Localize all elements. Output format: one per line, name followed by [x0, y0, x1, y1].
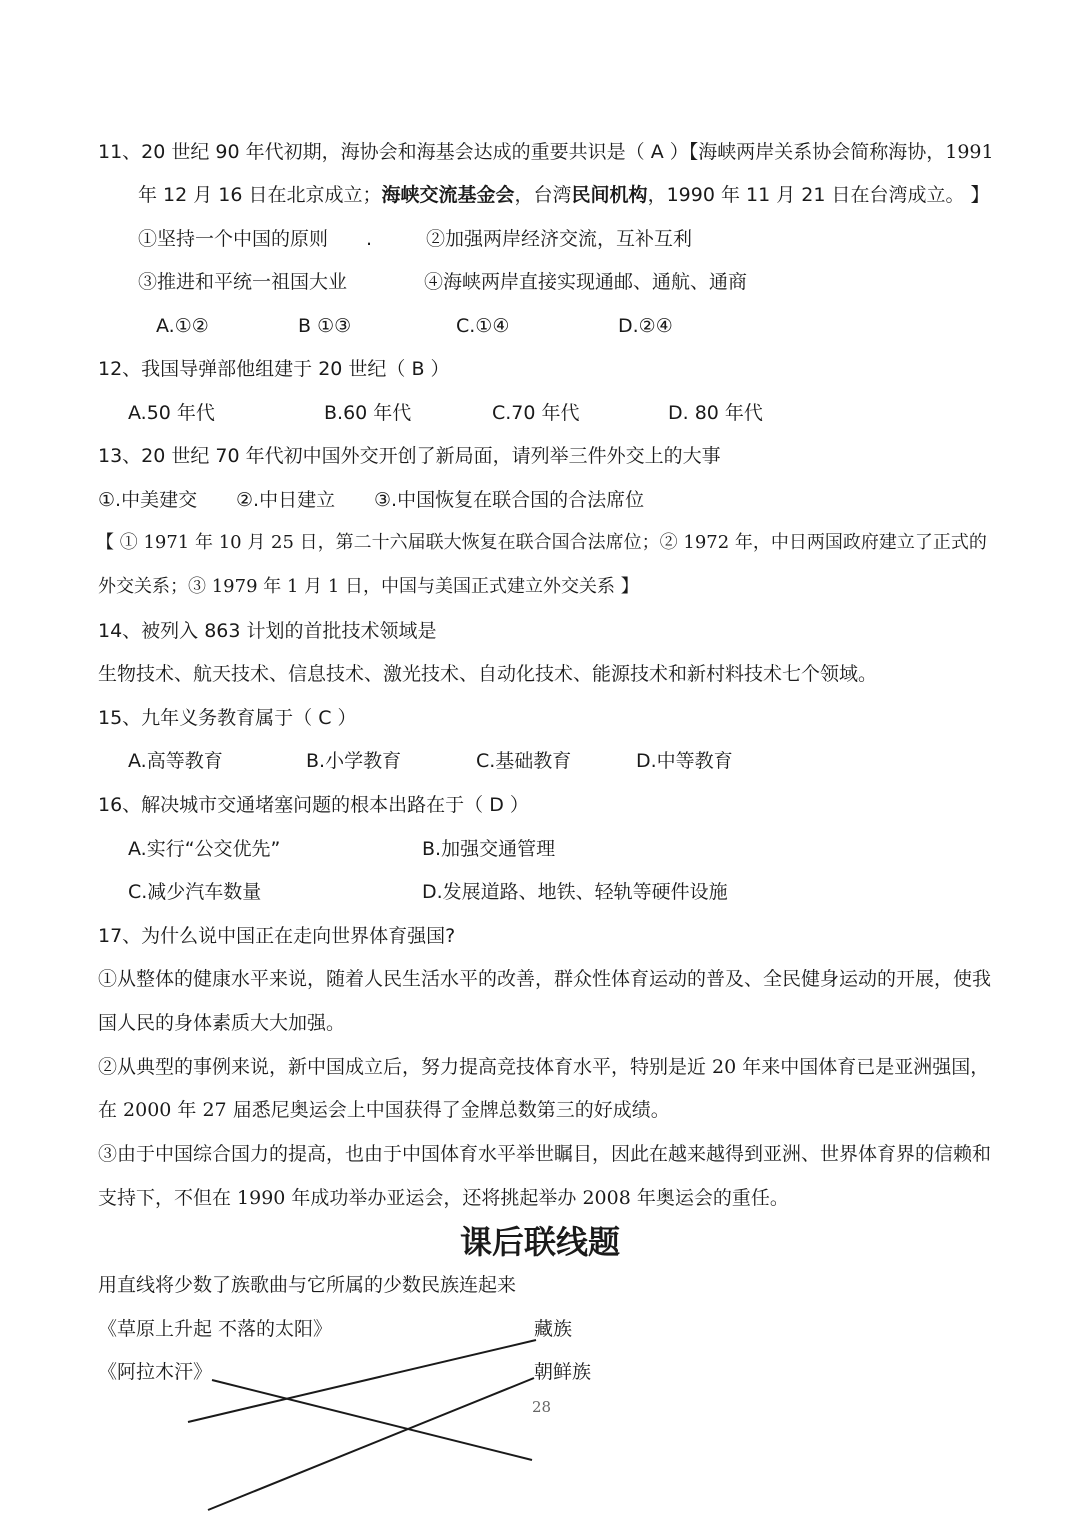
connector-line-3	[208, 1378, 534, 1510]
q11-note-civil: 民间机构	[571, 184, 648, 206]
q13-note-line1: 【 ① 1971 年 10 月 25 日，第二十六届联大恢复在联合国合法席位；② 1972 年，中日两国政府建立了正式的	[96, 532, 987, 553]
q11-answer-a: A.①②	[156, 315, 209, 337]
q11-note-start: 【海峡两岸关系协会简称海协，1991	[688, 141, 994, 163]
matching-song-1: 《草原上升起 不落的太阳》	[98, 1318, 333, 1340]
q13-note-line2: 外交关系；③ 1979 年 1 月 1 日，中国与美国正式建立外交关系 】	[98, 576, 639, 597]
q17-point1-line2: 国人民的身体素质大大加强。	[98, 1012, 346, 1034]
q11-note-taiwan: ，台湾	[514, 184, 572, 206]
q17-point2-line2: 在 2000 年 27 届悉尼奥运会上中国获得了金牌总数第三的好成绩。	[98, 1099, 670, 1121]
q12-answer-b: B.60 年代	[324, 402, 412, 424]
q15-answer-b: B.小学教育	[306, 750, 402, 772]
q14-answer: 生物技术、航天技术、信息技术、激光技术、自动化技术、能源技术和新村料技术七个领域。	[98, 663, 878, 685]
q11-stem: 11、20 世纪 90 年代初期，海协会和海基会达成的重要共识是（ A ）	[98, 141, 689, 163]
q17-point3-line2: 支持下，不但在 1990 年成功举办亚运会，还将挑起举办 2008 年奥运会的重任。	[98, 1187, 789, 1209]
matching-song-2: 《阿拉木汗》	[98, 1361, 213, 1383]
q13-answer-1: ①.中美建交	[98, 489, 198, 511]
q15-answer-c: C.基础教育	[476, 750, 572, 772]
q11-note-date: 年 12 月 16 日在北京成立；	[138, 184, 382, 206]
q17-point1-line1: ①从整体的健康水平来说，随着人民生活水平的改善，群众性体育运动的普及、全民健身运动的开展，使我	[98, 968, 992, 990]
matching-instruction: 用直线将少数了族歌曲与它所属的少数民族连起来	[98, 1274, 517, 1296]
connector-line-1	[188, 1340, 536, 1422]
q12-answer-d: D. 80 年代	[668, 402, 763, 424]
q12-stem: 12、我国导弹部他组建于 20 世纪（ B ）	[98, 358, 450, 380]
q12-answer-a: A.50 年代	[128, 402, 215, 424]
connector-line-2	[212, 1380, 532, 1460]
q13-answer-2: ②.中日建立	[236, 489, 336, 511]
q12-answer-c: C.70 年代	[492, 402, 580, 424]
q13-stem: 13、20 世纪 70 年代初中国外交开创了新局面，请列举三件外交上的大事	[98, 445, 721, 467]
q16-answer-c: C.减少汽车数量	[128, 881, 262, 903]
q17-point2-line1: ②从典型的事例来说，新中国成立后，努力提高竞技体育水平，特别是近 20 年来中国体育已是亚洲强国，	[98, 1056, 990, 1078]
q17-point3-line1: ③由于中国综合国力的提高，也由于中国体育水平举世瞩目，因此在越来越得到亚洲、世界体育界的信赖和	[98, 1143, 992, 1165]
q14-stem: 14、被列入 863 计划的首批技术领域是	[98, 620, 437, 642]
q11-answer-d: D.②④	[618, 315, 673, 337]
q15-answer-a: A.高等教育	[128, 750, 223, 772]
q16-stem: 16、解决城市交通堵塞问题的根本出路在于（ D ）	[98, 794, 529, 816]
q16-answer-a: A.实行“公交优先”	[128, 838, 281, 860]
page-number: 28	[532, 1398, 552, 1416]
q11-option-1: ①坚持一个中国的原则	[138, 228, 329, 250]
q13-answer-3: ③.中国恢复在联合国的合法席位	[374, 489, 645, 511]
q11-stray-dot: .	[366, 228, 373, 250]
q11-option-2: ②加强两岸经济交流，互补互利	[426, 228, 693, 250]
q15-stem: 15、九年义务教育属于（ C ）	[98, 707, 357, 729]
q11-answer-b: B ①③	[298, 315, 352, 337]
matching-ethnic-2: 朝鲜族	[534, 1361, 592, 1383]
q16-answer-d: D.发展道路、地铁、轻轨等硬件设施	[422, 881, 728, 903]
matching-ethnic-1: 藏族	[534, 1318, 573, 1340]
q17-stem: 17、为什么说中国正在走向世界体育强国?	[98, 925, 456, 947]
q11-note-sef: 海峡交流基金会	[381, 184, 515, 206]
q11-answer-c: C.①④	[456, 315, 510, 337]
q16-answer-b: B.加强交通管理	[422, 838, 556, 860]
matching-title: 课后联线题	[459, 1223, 620, 1261]
q11-option-4: ④海峡两岸直接实现通邮、通航、通商	[424, 271, 748, 293]
q11-note-end: ，1990 年 11 月 21 日在台湾成立。 】	[647, 184, 990, 206]
q11-option-3: ③推进和平统一祖国大业	[138, 271, 348, 293]
q15-answer-d: D.中等教育	[636, 750, 733, 772]
